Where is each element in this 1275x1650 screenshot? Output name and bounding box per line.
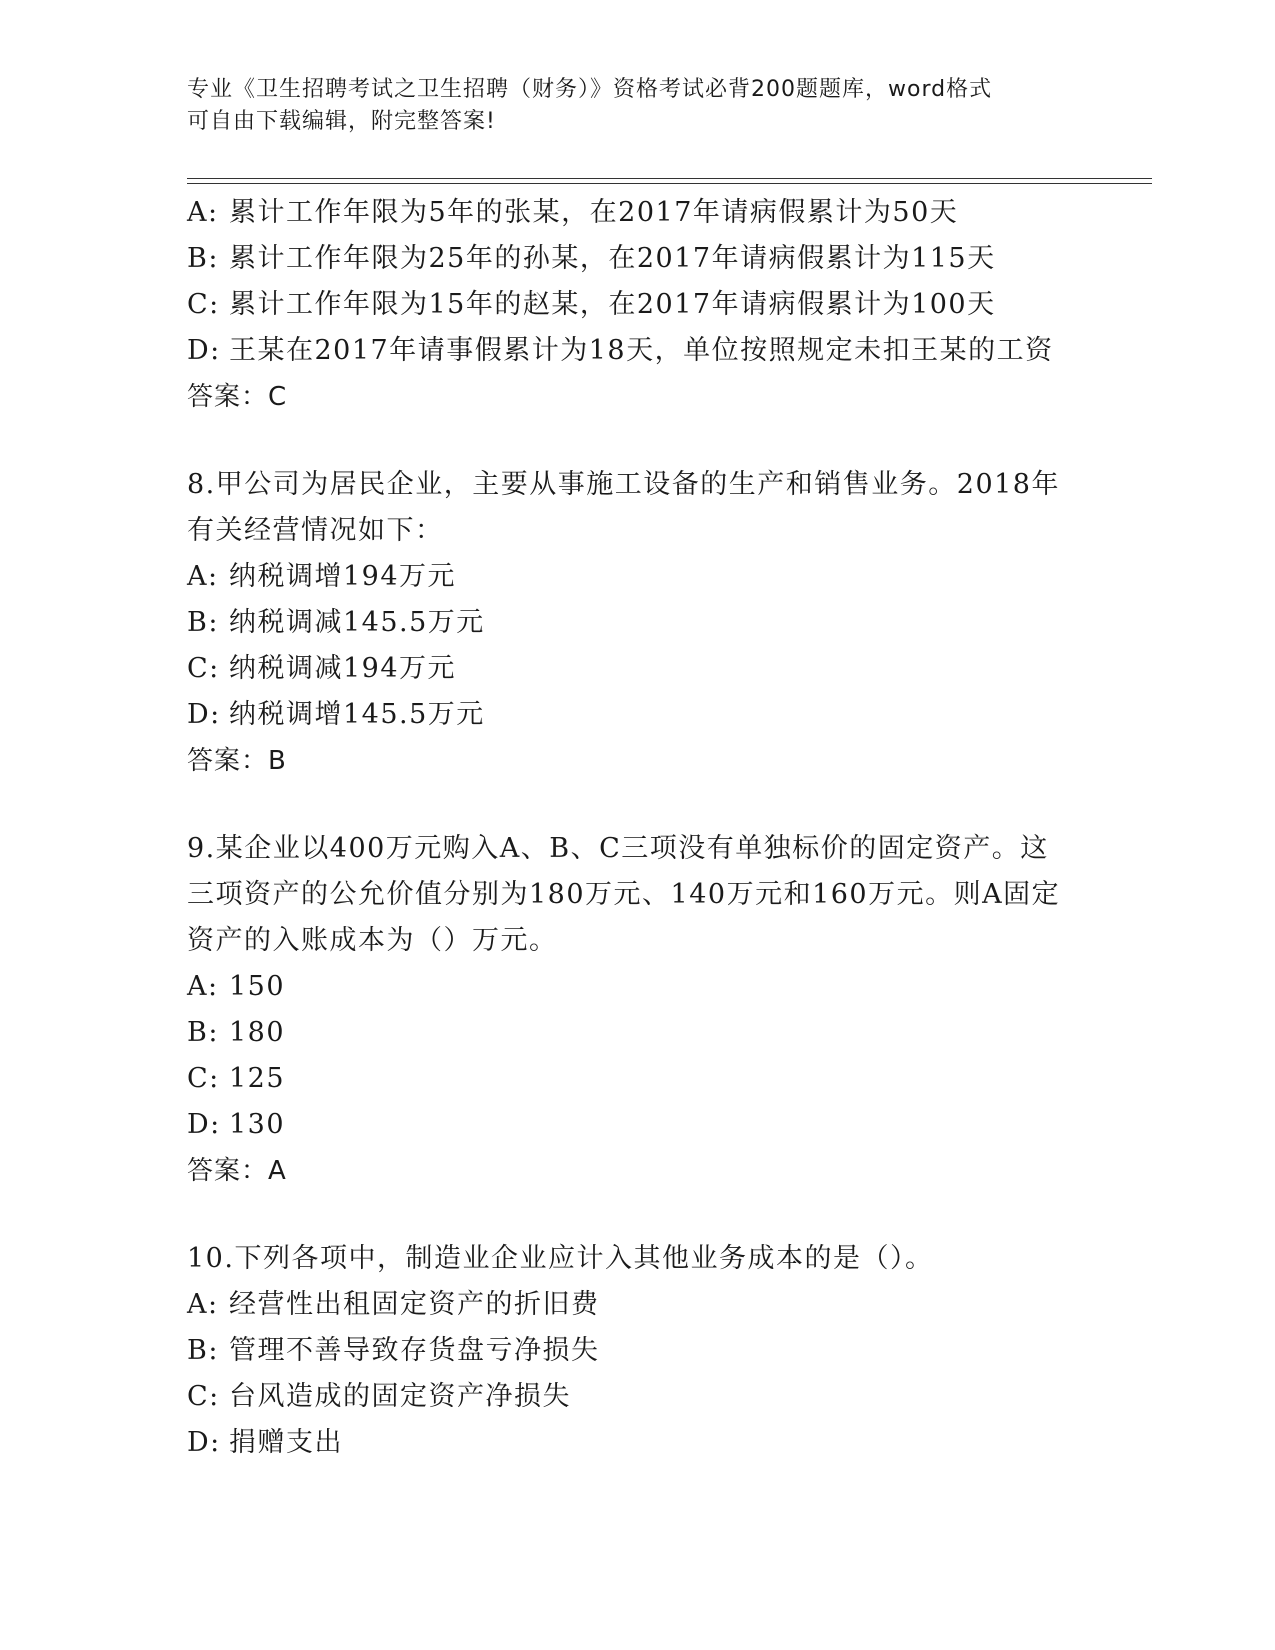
- answer-label: 答案：C: [187, 382, 288, 412]
- option-letter: D:: [187, 335, 221, 366]
- option-text: 125: [229, 1063, 286, 1094]
- option-letter: B:: [187, 1017, 219, 1048]
- option-c: [187, 1374, 1187, 1420]
- spacer: [187, 784, 1187, 826]
- option-b: [187, 600, 1187, 646]
- option-a: [187, 964, 1187, 1010]
- question-10: [187, 1236, 1187, 1466]
- option-letter: D:: [187, 699, 221, 730]
- document-header: [187, 74, 1087, 138]
- option-letter: A:: [187, 561, 219, 592]
- option-a: [187, 190, 1187, 236]
- option-text: 累计工作年限为25年的孙某，在2017年请病假累计为115天: [229, 243, 996, 274]
- option-text: 捐赠支出: [229, 1427, 343, 1458]
- question-stem: 9.某企业以400万元购入A、B、C三项没有单独标价的固定资产。这: [187, 833, 1049, 864]
- question-stem: 三项资产的公允价值分别为180万元、140万元和160万元。则A固定: [187, 879, 1061, 910]
- option-letter: B:: [187, 607, 219, 638]
- option-a: [187, 554, 1187, 600]
- option-letter: A:: [187, 197, 219, 228]
- option-text: 纳税调减145.5万元: [229, 607, 485, 638]
- option-letter: B:: [187, 243, 219, 274]
- option-c: [187, 282, 1187, 328]
- option-text: 纳税调减194万元: [229, 653, 457, 684]
- question-stem: 资产的入账成本为（）万元。: [187, 925, 558, 956]
- option-letter: D:: [187, 1109, 221, 1140]
- option-text: 管理不善导致存货盘亏净损失: [229, 1335, 600, 1366]
- question-7: [187, 190, 1187, 420]
- option-a: [187, 1282, 1187, 1328]
- answer-label: 答案：B: [187, 746, 287, 776]
- option-d: [187, 328, 1187, 374]
- option-letter: C:: [187, 289, 220, 320]
- option-d: [187, 1102, 1187, 1148]
- header-title-line-2: 可自由下载编辑，附完整答案!: [187, 109, 496, 134]
- option-letter: A:: [187, 971, 219, 1002]
- spacer: [187, 1194, 1187, 1236]
- option-letter: D:: [187, 1427, 221, 1458]
- question-stem: 8.甲公司为居民企业，主要从事施工设备的生产和销售业务。2018年: [187, 469, 1060, 500]
- question-8: [187, 462, 1187, 784]
- option-text: 累计工作年限为5年的张某，在2017年请病假累计为50天: [229, 197, 959, 228]
- option-d: [187, 692, 1187, 738]
- option-letter: B:: [187, 1335, 219, 1366]
- question-stem: 有关经营情况如下：: [187, 515, 444, 546]
- option-text: 累计工作年限为15年的赵某，在2017年请病假累计为100天: [229, 289, 996, 320]
- option-text: 纳税调增194万元: [229, 561, 457, 592]
- option-b: [187, 236, 1187, 282]
- option-text: 经营性出租固定资产的折旧费: [229, 1289, 600, 1320]
- option-text: 台风造成的固定资产净损失: [229, 1381, 571, 1412]
- header-title-line-1: 专业《卫生招聘考试之卫生招聘（财务）》资格考试必背200题题库，word格式: [187, 77, 993, 102]
- option-c: [187, 646, 1187, 692]
- header-divider-bottom: [187, 183, 1152, 184]
- option-letter: C:: [187, 1381, 220, 1412]
- question-9: [187, 826, 1187, 1194]
- option-text: 纳税调增145.5万元: [229, 699, 485, 730]
- header-divider-top: [187, 178, 1152, 179]
- answer-label: 答案：A: [187, 1156, 287, 1186]
- option-letter: C:: [187, 1063, 220, 1094]
- option-d: [187, 1420, 1187, 1466]
- option-c: [187, 1056, 1187, 1102]
- question-stem: 10.下列各项中，制造业企业应计入其他业务成本的是（）。: [187, 1243, 934, 1274]
- option-text: 180: [229, 1017, 286, 1048]
- question-list: [187, 190, 1187, 1466]
- option-text: 王某在2017年请事假累计为18天，单位按照规定未扣王某的工资: [229, 335, 1054, 366]
- option-letter: C:: [187, 653, 220, 684]
- option-b: [187, 1010, 1187, 1056]
- option-letter: A:: [187, 1289, 219, 1320]
- option-text: 150: [229, 971, 286, 1002]
- option-b: [187, 1328, 1187, 1374]
- spacer: [187, 420, 1187, 462]
- option-text: 130: [229, 1109, 286, 1140]
